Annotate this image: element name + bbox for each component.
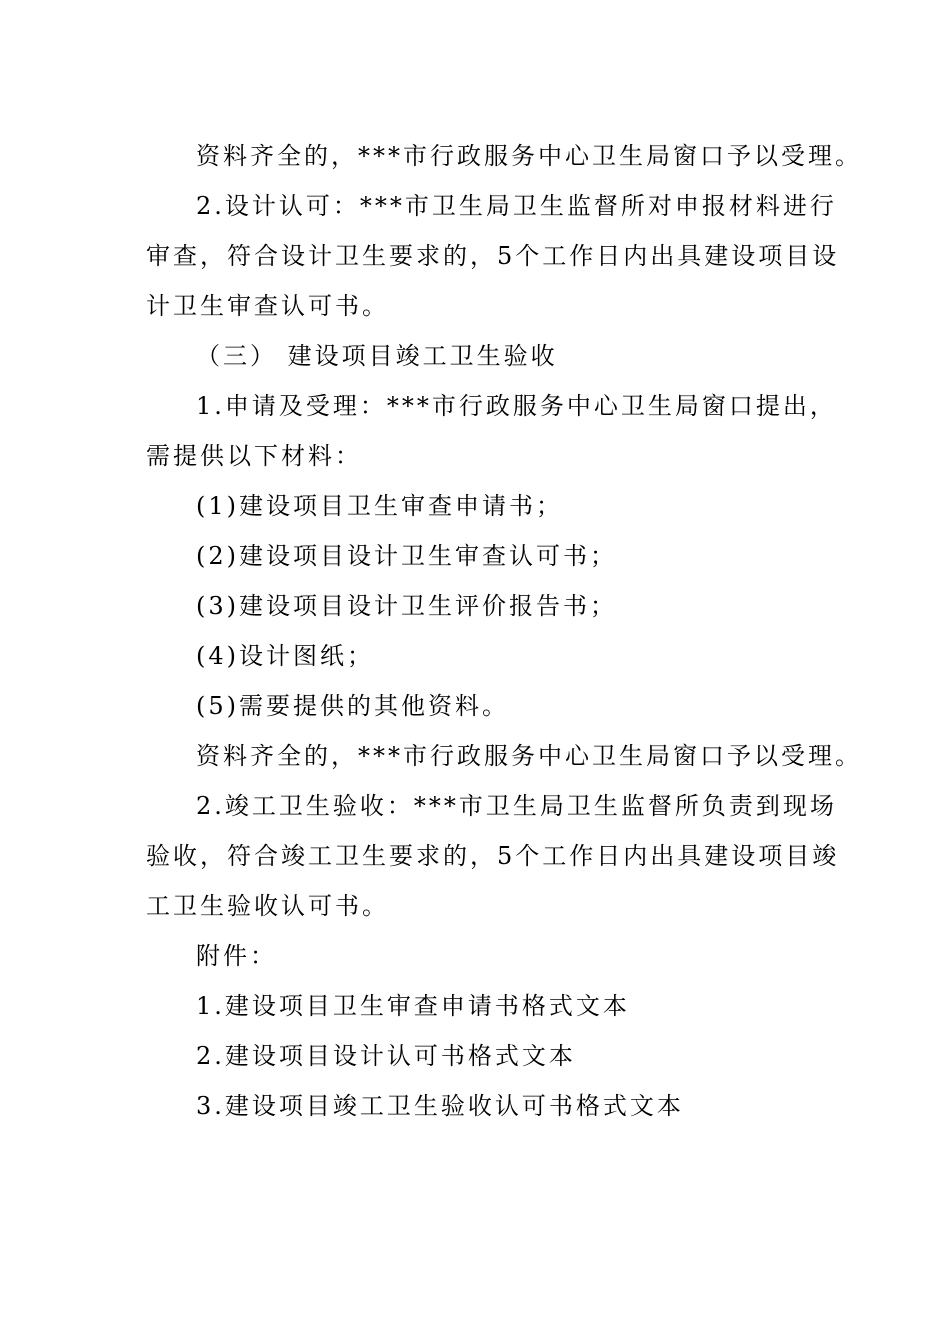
paragraph-line: 工卫生验收认可书。 xyxy=(146,892,389,920)
list-item: (4)设计图纸； xyxy=(196,642,374,670)
list-item: (1)建设项目卫生审查申请书； xyxy=(196,492,563,520)
list-item: (2)建设项目设计卫生审查认可书； xyxy=(196,542,617,570)
paragraph-line: 资料齐全的，***市行政服务中心卫生局窗口予以受理。 xyxy=(196,142,862,170)
attachments-heading: 附件： xyxy=(196,942,277,970)
attachment-item: 2.建设项目设计认可书格式文本 xyxy=(196,1042,576,1070)
paragraph-line: 2.竣工卫生验收：***市卫生局卫生监督所负责到现场 xyxy=(196,792,837,820)
paragraph-line: 计卫生审查认可书。 xyxy=(146,292,389,320)
attachment-item: 3.建设项目竣工卫生验收认可书格式文本 xyxy=(196,1092,684,1120)
list-item: (5)需要提供的其他资料。 xyxy=(196,692,509,720)
paragraph-line: 需提供以下材料： xyxy=(146,442,362,470)
paragraph-line: 验收，符合竣工卫生要求的，5个工作日内出具建设项目竣 xyxy=(146,842,840,870)
paragraph-line: 资料齐全的，***市行政服务中心卫生局窗口予以受理。 xyxy=(196,742,862,770)
paragraph-line: 审查，符合设计卫生要求的，5个工作日内出具建设项目设 xyxy=(146,242,840,270)
attachment-item: 1.建设项目卫生审查申请书格式文本 xyxy=(196,992,630,1020)
paragraph-line: 2.设计认可：***市卫生局卫生监督所对申报材料进行 xyxy=(196,192,837,220)
section-heading: （三） 建设项目竣工卫生验收 xyxy=(196,342,558,370)
list-item: (3)建设项目设计卫生评价报告书； xyxy=(196,592,617,620)
paragraph-line: 1.申请及受理：***市行政服务中心卫生局窗口提出， xyxy=(196,392,837,420)
